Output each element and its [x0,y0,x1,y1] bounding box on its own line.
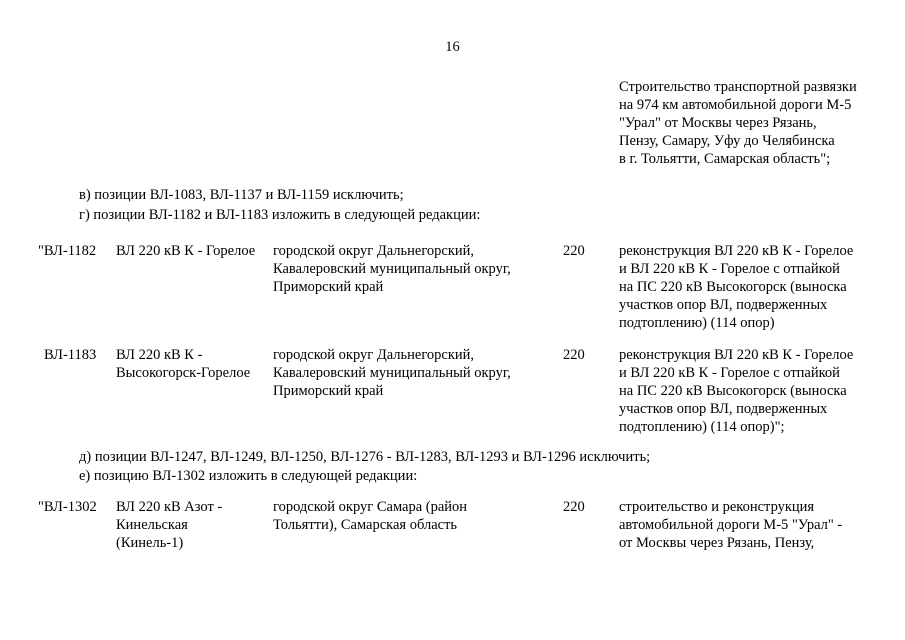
text-line: ВЛ 220 кВ Азот - [116,499,223,515]
text-line: реконструкция ВЛ 220 кВ К - Горелое [619,347,854,363]
text-line: и ВЛ 220 кВ К - Горелое с отпайкой [619,365,840,381]
text-line: Кинельская [116,517,188,533]
text-line: городской округ Дальнегорский, [273,243,475,259]
row-location [273,242,511,296]
row-line-name [116,346,250,382]
text-line: Кавалеровский муниципальный округ, [273,365,511,381]
row-description [619,498,842,552]
text-line: городской округ Дальнегорский, [273,347,475,363]
paragraph-e: е) позицию ВЛ-1302 изложить в следующей редакции: [79,468,418,484]
row-location [273,346,511,400]
row-voltage: 220 [563,347,585,363]
text-line: и ВЛ 220 кВ К - Горелое с отпайкой [619,261,840,277]
text-line: строительство и реконструкция [619,499,815,515]
text-line: Кавалеровский муниципальный округ, [273,261,511,277]
text-line: на ПС 220 кВ Высокогорск (выноска [619,279,847,295]
row-location [273,498,467,534]
row-code: ВЛ-1183 [44,347,97,363]
text-line: от Москвы через Рязань, Пензу, [619,535,815,551]
text-line: (Кинель-1) [116,535,184,551]
text-line: "Урал" от Москвы через Рязань, [619,115,817,131]
text-line: Строительство транспортной развязки [619,79,857,95]
row-description [619,346,853,436]
text-line: Пензу, Самару, Уфу до Челябинска [619,133,835,149]
text-line: Приморский край [273,279,384,295]
text-line: подтоплению) (114 опор)"; [619,419,785,435]
previous-entry-description [619,78,857,168]
text-line: на 974 км автомобильной дороги М-5 [619,97,852,113]
page-number: 16 [445,39,460,55]
paragraph-g: г) позиции ВЛ-1182 и ВЛ-1183 изложить в следующей редакции: [79,207,481,223]
paragraph-d: д) позиции ВЛ-1247, ВЛ-1249, ВЛ-1250, ВЛ-1276 - ВЛ-1283, ВЛ-1293 и ВЛ-1296 исключить; [79,449,651,465]
row-description [619,242,853,332]
row-line-name [116,498,222,552]
row-voltage: 220 [563,499,585,515]
text-line: реконструкция ВЛ 220 кВ К - Горелое [619,243,854,259]
text-line: участков опор ВЛ, подверженных [619,401,828,417]
text-line: участков опор ВЛ, подверженных [619,297,828,313]
row-code: "ВЛ-1182 [38,243,97,259]
row-line-name [116,242,255,260]
row-code: "ВЛ-1302 [38,499,97,515]
text-line: подтоплению) (114 опор) [619,315,775,331]
text-line: на ПС 220 кВ Высокогорск (выноска [619,383,847,399]
row-voltage: 220 [563,243,585,259]
text-line: Тольятти), Самарская область [273,517,458,533]
text-line: автомобильной дороги М-5 "Урал" - [619,517,843,533]
text-line: городской округ Самара (район [273,499,468,515]
text-line: ВЛ 220 кВ К - Горелое [116,243,256,259]
text-line: в г. Тольятти, Самарская область"; [619,151,831,167]
text-line: Высокогорск-Горелое [116,365,251,381]
text-line: Приморский край [273,383,384,399]
text-line: ВЛ 220 кВ К - [116,347,203,363]
paragraph-v: в) позиции ВЛ-1083, ВЛ-1137 и ВЛ-1159 исключить; [79,187,404,203]
